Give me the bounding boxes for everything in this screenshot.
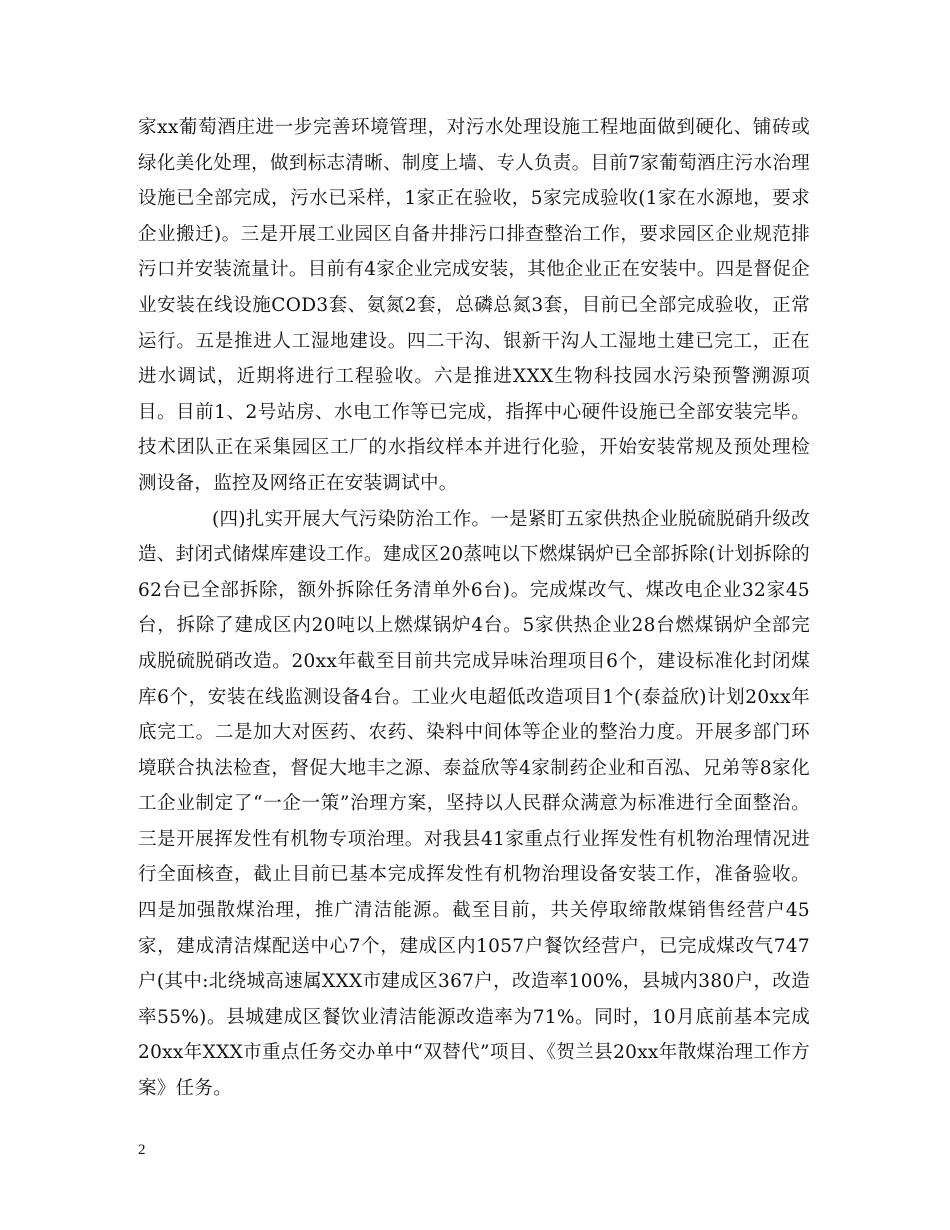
body-text bbox=[138, 110, 810, 1107]
paragraph-continuation: 家xx葡萄酒庄进一步完善环境管理，对污水处理设施工程地面做到硬化、铺砖或绿化美化处理，做到标志清晰、制度上墙、专人负责。目前7家葡萄酒庄污水治理设施已全部完成，污水已采样，1家正在验收，5家完成验收(1家在水源地，要求企业搬迁)。三是开展工业园区自备井排污口排查整治工作，要求园区企业规范排污口并安装流量计。目前有4家企业完成安装，其他企业正在安装中。四是督促企业安装在线设施COD3套、氨氮2套，总磷总氮3套，目前已全部完成验收，正常运行。五是推进人工湿地建设。四二干沟、银新干沟人工湿地土建已完工，正在进水调试，近期将进行工程验收。六是推进XXX生物科技园水污染预警溯源项目。目前1、2号站房、水电工作等已完成，指挥中心硬件设施已全部安装完毕。技术团队正在采集园区工厂的水指纹样本并进行化验，开始安装常规及预处理检测设备，监控及网络正在安装调试中。 bbox=[138, 117, 810, 494]
page-number: 2 bbox=[138, 1142, 146, 1158]
paragraph-air-pollution: (四)扎实开展大气污染防治工作。一是紧盯五家供热企业脱硫脱硝升级改造、封闭式储煤库建设工作。建成区20蒸吨以下燃煤锅炉已全部拆除(计划拆除的62台已全部拆除，额外拆除任务清单外6台)。完成煤改气、煤改电企业32家45台，拆除了建成区内20吨以上燃煤锅炉4台。5家供热企业28台燃煤锅炉全部完成脱硫脱硝改造。20xx年截至目前共完成异味治理项目6个，建设标准化封闭煤库6个，安装在线监测设备4台。工业火电超低改造项目1个(泰益欣)计划20xx年底完工。二是加大对医药、农药、染料中间体等企业的整治力度。开展多部门环境联合执法检查，督促大地丰之源、泰益欣等4家制药企业和百泓、兄弟等8家化工企业制定了“一企一策”治理方案，坚持以人民群众满意为标准进行全面整治。三是开展挥发性有机物专项治理。对我县41家重点行业挥发性有机物治理情况进行全面核查，截止目前已基本完成挥发性有机物治理设备安装工作，准备验收。四是加强散煤治理，推广清洁能源。截至目前，共关停取缔散煤销售经营户45家，建成清洁煤配送中心7个，建成区内1057户餐饮经营户，已完成煤改气747户(其中:北绕城高速属XXX市建成区367户，改造率100%，县城内380户，改造率55%)。县城建成区餐饮业清洁能源改造率为71%。同时，10月底前基本完成20xx年XXX市重点任务交办单中“双替代”项目、《贺兰县20xx年散煤治理工作方案》任务。 bbox=[138, 508, 810, 1100]
